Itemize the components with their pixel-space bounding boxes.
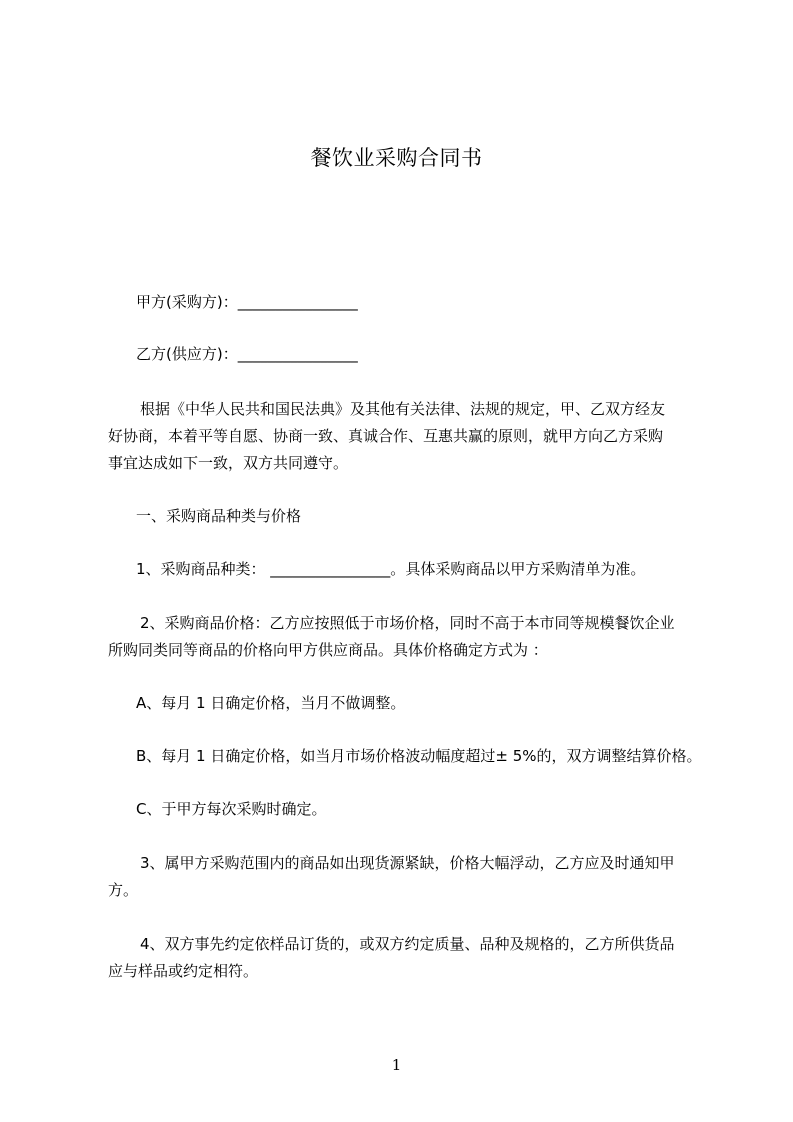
section-1-heading: 一、采购商品种类与价格 xyxy=(136,507,302,525)
price-option-b: B、每月 1 日确定价格，如当月市场价格波动幅度超过± 5%的，双方调整结算价格。 xyxy=(136,747,702,765)
clause-3-line-1: 3、属甲方采购范围内的商品如出现货源紧缺，价格大幅浮动，乙方应及时通知甲 xyxy=(140,854,675,872)
clause-1: 1、采购商品种类： ________________。具体采购商品以甲方采购清单为准。 xyxy=(136,560,646,578)
party-a-line: 甲方(采购方)：________________ xyxy=(136,293,358,311)
price-option-a: A、每月 1 日确定价格，当月不做调整。 xyxy=(136,694,406,712)
clause-4-line-1: 4、双方事先约定依样品订货的，或双方约定质量、品种及规格的，乙方所供货品 xyxy=(140,935,675,953)
party-b-line: 乙方(供应方)：________________ xyxy=(136,345,358,363)
intro-paragraph-line-3: 事宜达成如下一致，双方共同遵守。 xyxy=(108,454,349,472)
price-option-c: C、于甲方每次采购时确定。 xyxy=(136,800,327,818)
clause-2-line-1: 2、采购商品价格：乙方应按照低于市场价格，同时不高于本市同等规模餐饮企业 xyxy=(140,614,675,632)
intro-paragraph-line-1: 根据《中华人民共和国民法典》及其他有关法律、法规的规定，甲、乙双方经友 xyxy=(140,400,666,418)
page-number: 1 xyxy=(391,1056,402,1074)
intro-paragraph-line-2: 好协商，本着平等自愿、协商一致、真诚合作、互惠共赢的原则，就甲方向乙方采购 xyxy=(108,427,664,445)
clause-3-line-2: 方。 xyxy=(108,881,139,899)
document-title: 餐饮业采购合同书 xyxy=(310,146,483,170)
clause-4-line-2: 应与样品或约定相符。 xyxy=(108,962,259,980)
clause-2-line-2: 所购同类同等商品的价格向甲方供应商品。具体价格确定方式为 ： xyxy=(108,641,548,659)
